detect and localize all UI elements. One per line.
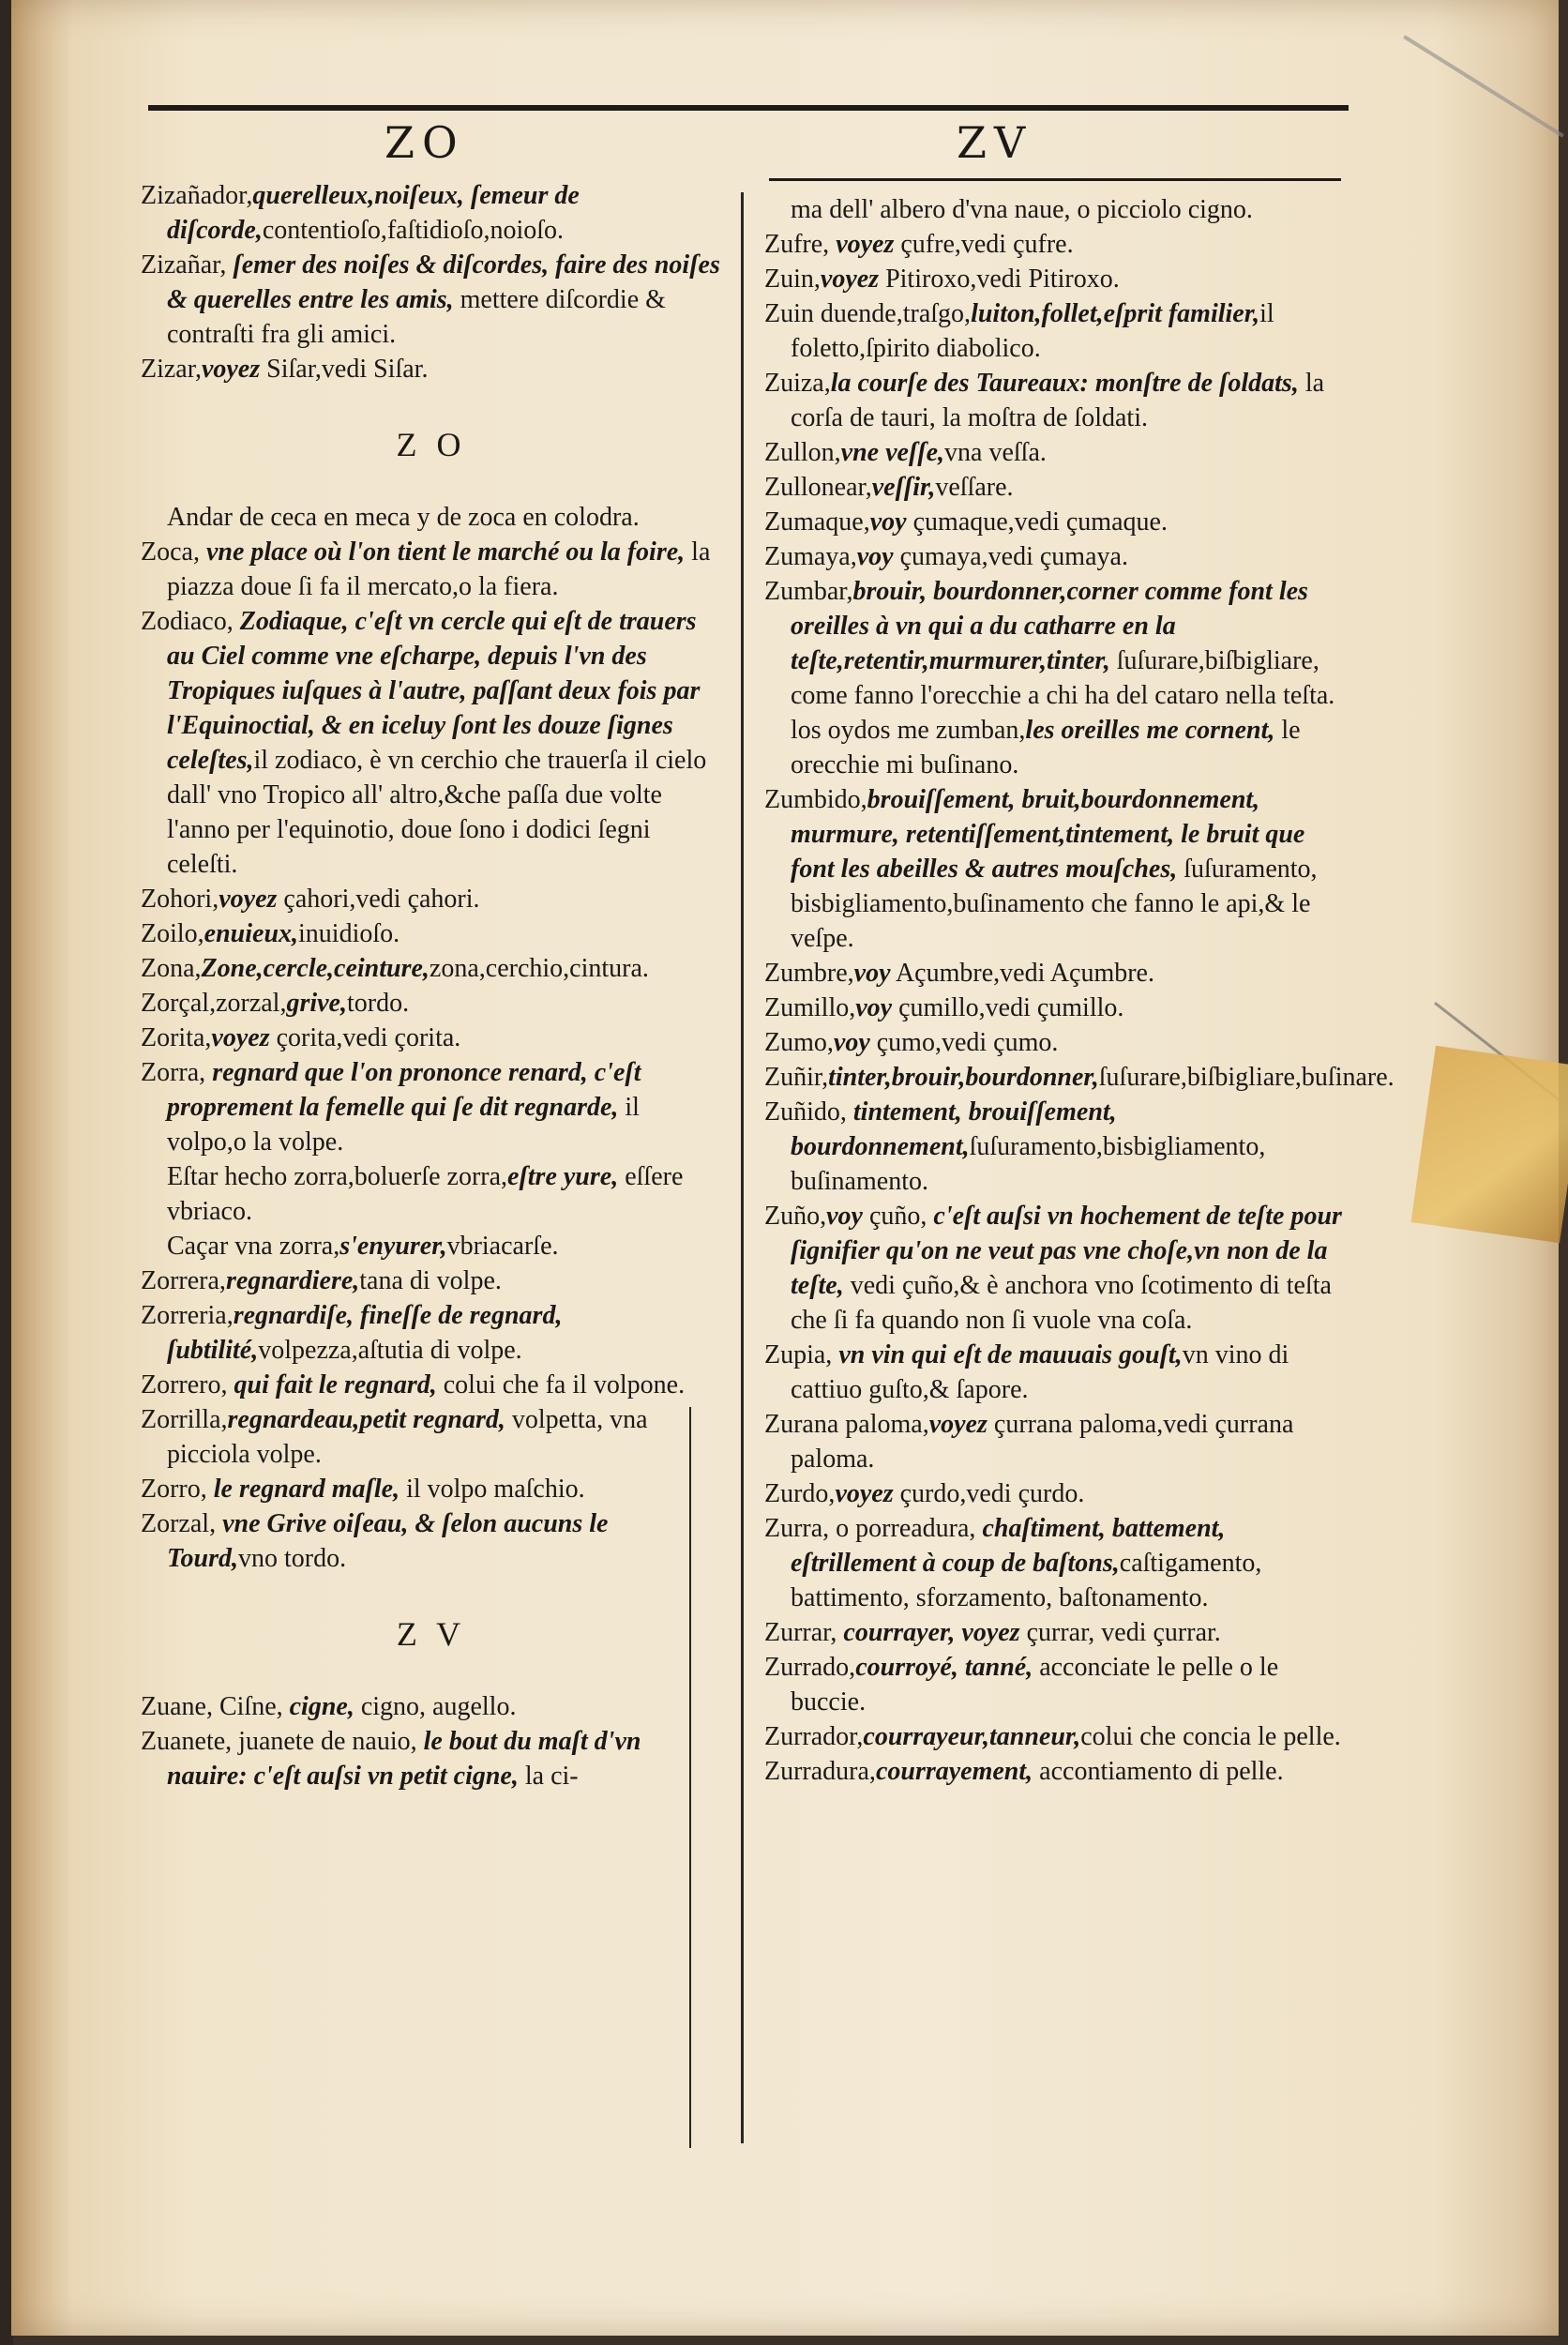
section-heading: Z O: [396, 426, 467, 463]
dictionary-entry: Zodiaco, Zodiaque, c'eſt vn cercle qui eſt de trauers au Ciel comme vne eſcharpe, depuis l'vn des Tropiques iuſques à l'autre, paſſant deux fois par l'Equinoctial, & en iceluy ſont les douze ſignes celeſtes,il zodiaco, è vn cerchio che trauerſa il cielo dall' vno Tropico all' altro,&che paſſa due volte l'anno per l'equinotio, doue ſono i dodici ſegni celeſti.: [141, 607, 707, 879]
dictionary-entry: Zurra, o porreadura, chaſtiment, battement, eſtrillement à coup de baſtons,caſtigamento, battimento, sforzamento, baſtonamento.: [764, 1514, 1262, 1612]
dictionary-entry: Zumbido,brouiſſement, bruit,bourdonnement, murmure, retentiſſement,tintement, le bruit que font les abeilles & autres mouſches, ſuſuramento, bisbigliamento,buſinamento che fanno le api,& le veſpe.: [764, 785, 1318, 953]
margin-mark: [1403, 35, 1564, 137]
dictionary-entry: Zumo,voy çumo,vedi çumo.: [764, 1028, 1059, 1057]
dictionary-entry: Zuiza,la courſe des Taureaux: monſtre de ſoldats, la corſa de tauri, la moſtra de ſoldati.: [764, 369, 1325, 432]
dictionary-entry: Zurrar, courrayer, voyez çurrar, vedi çurrar.: [764, 1618, 1221, 1647]
dictionary-entry: Zuñir,tinter,brouir,bourdonner,ſuſurare,biſbigliare,buſinare.: [764, 1063, 1395, 1092]
dictionary-entry: Caçar vna zorra,s'enyurer,vbriacarſe.: [167, 1232, 559, 1261]
dictionary-entry: Zumillo,voy çumillo,vedi çumillo.: [764, 993, 1124, 1022]
header-rule: [148, 105, 1349, 111]
dictionary-entry: Zumbre,voy Açumbre,vedi Açumbre.: [764, 959, 1154, 988]
dictionary-entry: Eſtar hecho zorra,boluerſe zorra,eſtre yure, eſſere vbriaco.: [167, 1162, 684, 1226]
running-head-right: ZV: [957, 117, 1033, 168]
left-column: [141, 178, 722, 1793]
paper-tab: [1411, 1046, 1568, 1243]
dictionary-entry: Zufre, voyez çufre,vedi çufre.: [764, 230, 1074, 259]
dictionary-entry: Zoilo,enuieux,inuidioſo.: [141, 919, 400, 948]
dictionary-entry: Zumbar,brouir, bourdonner,corner comme font les oreilles à vn qui a du catharre en la teſte,retentir,murmurer,tinter, ſuſurare,biſbigliare, come fanno l'orecchie a chi ha del cataro nella teſta.: [764, 577, 1335, 710]
dictionary-entry: Zizañador,querelleux,noiſeux, ſemeur de diſcorde,contentioſo,faſtidioſo,noioſo.: [141, 181, 580, 245]
running-head-left: ZO: [384, 117, 465, 168]
dictionary-entry: Zuanete, juanete de nauio, le bout du maſt d'vn nauire: c'eſt auſsi vn petit cigne, la ci-: [141, 1727, 641, 1791]
dictionary-entry: Zurrado,courroyé, tanné, acconciate le pelle o le buccie.: [764, 1653, 1279, 1717]
dictionary-entry: Zullon,vne veſſe,vna veſſa.: [764, 438, 1047, 467]
dictionary-entry: Zorreria,regnardiſe, fineſſe de regnard, ſubtilité,volpezza,aſtutia di volpe.: [141, 1301, 563, 1365]
dictionary-entry: Zupia, vn vin qui eſt de mauuais gouſt,vn vino di cattiuo guſto,& ſapore.: [764, 1340, 1289, 1404]
column-rule: [741, 192, 744, 2143]
dictionary-entry: Zorro, le regnard maſle, il volpo maſchio.: [141, 1475, 585, 1504]
dictionary-entry: Andar de ceca en meca y de zoca en colodra.: [167, 503, 640, 532]
dictionary-entry: Zorrilla,regnardeau,petit regnard, volpetta, vna picciola volpe.: [141, 1405, 648, 1469]
dictionary-entry: Zizañar, ſemer des noiſes & diſcordes, faire des noiſes & querelles entre les amis, mettere diſcordie & contraſti fra gli amici.: [141, 250, 720, 349]
dictionary-entry: Zorzal, vne Grive oiſeau, & ſelon aucuns le Tourd,vno tordo.: [141, 1509, 609, 1573]
dictionary-entry: Zurrador,courrayeur,tanneur,colui che concia le pelle.: [764, 1722, 1341, 1751]
dictionary-entry: Zumaque,voy çumaque,vedi çumaque.: [764, 507, 1168, 537]
dictionary-entry: Zona,Zone,cercle,ceinture,zona,cerchio,cintura.: [141, 954, 649, 983]
dictionary-entry: Zoca, vne place où l'on tient le marché ou la foire, la piazza doue ſi fa il mercato,o la fiera.: [141, 537, 711, 601]
dictionary-entry: Zorra, regnard que l'on prononce renard, c'eſt proprement la femelle qui ſe dit regnarde, il volpo,o la volpe.: [141, 1058, 641, 1157]
dictionary-entry: Zurana paloma,voyez çurrana paloma,vedi çurrana paloma.: [764, 1410, 1294, 1474]
dictionary-entry: Zullonear,veſſir,veſſare.: [764, 473, 1014, 502]
dictionary-entry: Zuin duende,traſgo,luiton,follet,eſprit familier,il foletto,ſpirito diabolico.: [764, 299, 1274, 363]
right-column: [764, 192, 1395, 1789]
dictionary-entry: Zumaya,voy çumaya,vedi çumaya.: [764, 542, 1128, 571]
header-rule: [769, 178, 1341, 181]
dictionary-entry: Zohori,voyez çahori,vedi çahori.: [141, 885, 480, 914]
dictionary-entry: ma dell' albero d'vna naue, o picciolo cigno.: [791, 195, 1253, 224]
dictionary-entry: Zurdo,voyez çurdo,vedi çurdo.: [764, 1479, 1085, 1508]
dictionary-entry: Zorrero, qui fait le regnard, colui che fa il volpone.: [141, 1370, 686, 1399]
dictionary-entry: Zuñido, tintement, brouiſſement, bourdonnement,ſuſuramento,bisbigliamento, buſinamento.: [764, 1097, 1266, 1196]
section-heading: Z V: [396, 1615, 467, 1653]
dictionary-entry: Zizar,voyez Siſar,vedi Siſar.: [141, 355, 429, 384]
dictionary-entry: Zorçal,zorzal,grive,tordo.: [141, 989, 410, 1018]
dictionary-entry: Zurradura,courrayement, accontiamento di pelle.: [764, 1757, 1284, 1786]
dictionary-entry: Zuane, Ciſne, cigne, cigno, augello.: [141, 1692, 517, 1721]
dictionary-entry: los oydos me zumban,les oreilles me cornent, le orecchie mi buſinano.: [791, 716, 1301, 779]
dictionary-entry: Zorrera,regnardiere,tana di volpe.: [141, 1266, 502, 1295]
dictionary-entry: Zuin,voyez Pitiroxo,vedi Pitiroxo.: [764, 265, 1120, 294]
dictionary-entry: Zuño,voy çuño, c'eſt auſsi vn hochement de teſte pour ſignifier qu'on ne veut pas vne choſe,vn non de la teſte, vedi çuño,& è anchora vno ſcotimento di teſta che ſi fa quando non ſi vuole vna coſa.: [764, 1202, 1342, 1335]
dictionary-entry: Zorita,voyez çorita,vedi çorita.: [141, 1023, 461, 1052]
